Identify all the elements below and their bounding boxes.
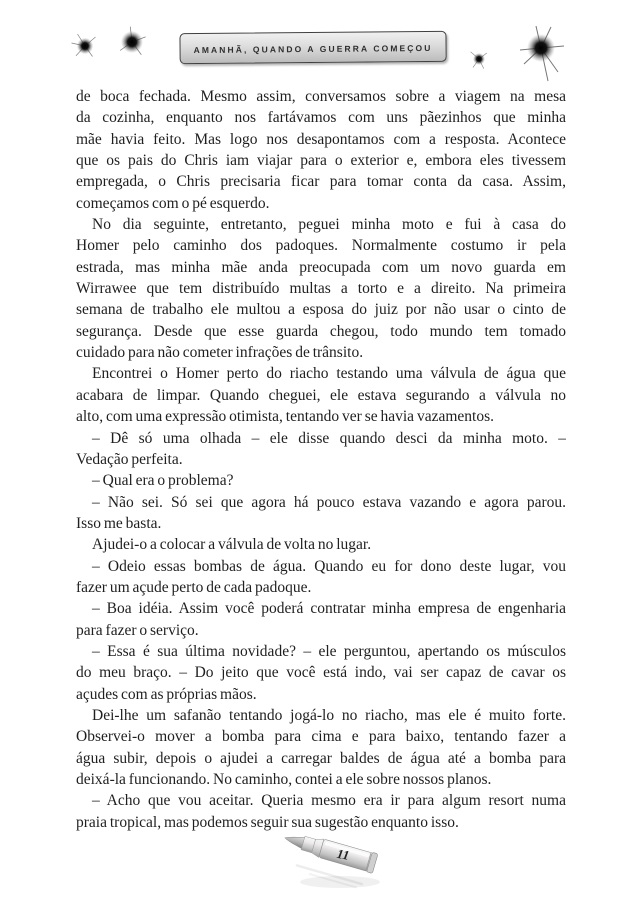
text-line: que os pais do Chris iam viajar para o exterior e, embora eles tivessem [76, 152, 566, 170]
text-line: acabara de limpar. Quando cheguei, ele estava segurando a válvula no [76, 386, 566, 404]
text-line: fazer um açude perto de cada padoque. [76, 578, 312, 596]
bullet-hole-icon [467, 47, 491, 71]
text-line: empregada, o Chris precisaria ficar para tomar conta da casa. Assim, [76, 173, 566, 191]
text-line: – Não sei. Só sei que agora há pouco estava vazando e agora parou. [92, 493, 566, 511]
text-line: da cozinha, enquanto nos fartávamos com uns pãezinhos que minha [76, 109, 566, 127]
text-line: Encontrei o Homer perto do riacho testando uma válvula de água que [92, 365, 566, 383]
page-number: 11 [335, 845, 351, 863]
text-line: praia tropical, mas podemos seguir sua sugestão enquanto isso. [76, 813, 459, 831]
text-line: deixá-la funcionando. No caminho, contei a ele sobre nossos planos. [76, 771, 492, 788]
text-line: açudes com as próprias mãos. [76, 685, 257, 703]
chapter-header-plaque [179, 31, 446, 64]
text-line: Ajudei-o a colocar a válvula de volta no lugar. [92, 536, 372, 554]
text-line: alto, com uma expressão otimista, tentando ver se havia vazamentos. [76, 408, 494, 426]
text-line: mãe havia feito. Mas logo nos desapontamos com a resposta. Acontece [76, 130, 566, 148]
text-line: No dia seguinte, entretanto, peguei minha moto e fui à casa do [92, 216, 566, 234]
text-line: Dei-lhe um safanão tentando jogá-lo no riacho, mas ele é muito forte. [92, 706, 566, 724]
text-line: Wirrawee que tem distribuído multas a torto e a direito. Na primeira [76, 280, 566, 298]
text-line: de boca fechada. Mesmo assim, conversamos sobre a viagem na mesa [76, 88, 566, 105]
bullet-hole-icon [115, 25, 149, 59]
text-line: estrada, mas minha mãe anda preocupada com um novo guarda em [76, 258, 566, 276]
text-line: cuidado para não cometer infrações de trânsito. [76, 344, 364, 362]
text-line: Observei-o mover a bomba para cima e para baixo, tentando fazer a [76, 728, 566, 746]
text-line: – Odeio essas bombas de água. Quando eu for dono deste lugar, vou [92, 557, 566, 575]
text-line: semana de trabalho ele multou a esposa do juiz por não usar o cinto de [76, 301, 566, 319]
bullet-hole-icon [518, 24, 566, 84]
book-title: AMANHÃ, QUANDO A GUERRA COMEÇOU [193, 42, 432, 56]
text-line: Isso me basta. [76, 514, 162, 532]
bullet-cartridge-icon [268, 824, 398, 900]
text-line: – Dê só uma olhada – ele disse quando desci da minha moto. – [92, 429, 566, 447]
bullet-hole-icon [70, 31, 100, 61]
text-line: – Qual era o problema? [92, 472, 234, 490]
text-line: – Acho que vou aceitar. Queria mesmo era ir para algum resort numa [92, 792, 566, 810]
page-text [76, 86, 566, 833]
text-line: Vedação perfeita. [76, 450, 183, 468]
text-line: para fazer o serviço. [76, 621, 199, 639]
text-line: do meu braço. – Do jeito que você está indo, vai ser capaz de cavar os [76, 664, 566, 682]
text-line: Homer pelo caminho dos padoques. Normalmente costumo ir pela [76, 237, 566, 255]
text-line: segurança. Desde que esse guarda chegou, todo mundo tem tomado [76, 322, 566, 340]
text-line: começamos com o pé esquerdo. [76, 194, 270, 212]
text-line: – Essa é sua última novidade? – ele perguntou, apertando os músculos [92, 642, 566, 660]
text-line: – Boa idéia. Assim você poderá contratar minha empresa de engenharia [92, 600, 566, 618]
text-line: água subir, depois o ajudei a carregar baldes de água até a bomba para [76, 749, 566, 767]
